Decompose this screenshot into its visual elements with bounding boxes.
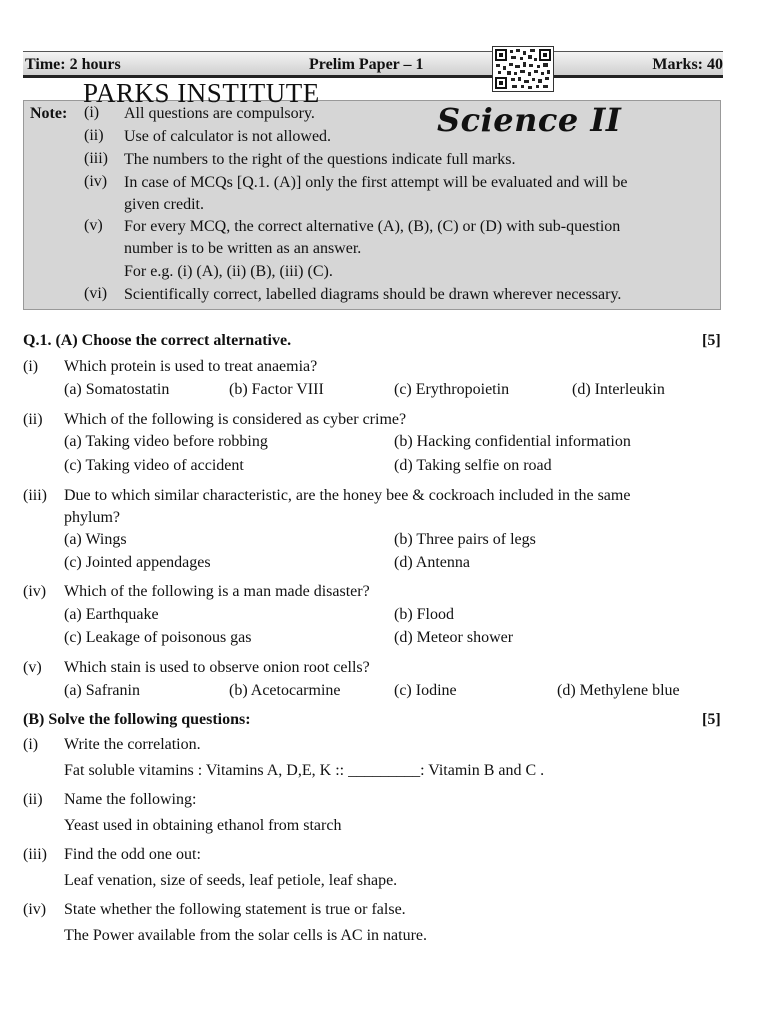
option: (b) Three pairs of legs	[394, 531, 536, 548]
question-num: (i)	[23, 358, 39, 375]
question-num: (i)	[23, 736, 39, 753]
note-text: For every MCQ, the correct alternative (A), (B), (C) or (D) with sub-question	[124, 218, 621, 235]
marks-label: Marks: 40	[652, 56, 723, 73]
note-num: (vi)	[84, 285, 108, 302]
question-num: (iv)	[23, 901, 47, 918]
time-label: Time: 2 hours	[25, 56, 121, 73]
question-num: (ii)	[23, 411, 43, 428]
note-text: The numbers to the right of the questions indicate full marks.	[124, 151, 516, 168]
section-a-heading: Q.1. (A) Choose the correct alternative.	[23, 332, 292, 349]
institute-name: PARKS INSTITUTE	[83, 78, 320, 108]
note-label: Note:	[30, 105, 68, 122]
section-a-marks: [5]	[702, 332, 721, 349]
option: (c) Jointed appendages	[64, 554, 211, 571]
option: (d) Taking selfie on road	[394, 457, 552, 474]
subject-title: Science II	[437, 101, 622, 139]
note-num: (v)	[84, 217, 103, 234]
question-num: (v)	[23, 659, 42, 676]
option: (d) Interleukin	[572, 381, 665, 398]
question-text-cont: phylum?	[64, 509, 120, 526]
note-text-cont: number is to be written as an answer.	[124, 240, 362, 257]
note-num: (i)	[84, 104, 100, 121]
question-text: Find the odd one out:	[64, 846, 201, 863]
note-text: Use of calculator is not allowed.	[124, 128, 332, 145]
question-num: (iii)	[23, 487, 47, 504]
note-text: All questions are compulsory.	[124, 105, 315, 122]
option: (d) Methylene blue	[557, 682, 680, 699]
option: (b) Hacking confidential information	[394, 433, 631, 450]
question-text: Which of the following is considered as cyber crime?	[64, 411, 407, 428]
paper-label: Prelim Paper – 1	[309, 56, 424, 73]
question-detail: The Power available from the solar cells is AC in nature.	[64, 927, 428, 944]
option: (a) Taking video before robbing	[64, 433, 268, 450]
section-b-heading: (B) Solve the following questions:	[23, 711, 251, 728]
note-num: (ii)	[84, 127, 104, 144]
option: (c) Erythropoietin	[394, 381, 510, 398]
note-text-cont: given credit.	[124, 196, 204, 213]
question-text: Write the correlation.	[64, 736, 201, 753]
option: (d) Meteor shower	[394, 629, 514, 646]
option: (a) Wings	[64, 531, 127, 548]
option: (b) Flood	[394, 606, 454, 623]
question-text: Which of the following is a man made disaster?	[64, 583, 370, 600]
question-text: Name the following:	[64, 791, 197, 808]
question-text: State whether the following statement is true or false.	[64, 901, 406, 918]
note-text: Scientifically correct, labelled diagrams should be drawn wherever necessary.	[124, 286, 622, 303]
option: (b) Factor VIII	[229, 381, 324, 398]
qr-code-icon	[492, 46, 554, 92]
question-num: (ii)	[23, 791, 43, 808]
option: (c) Leakage of poisonous gas	[64, 629, 252, 646]
option: (a) Somatostatin	[64, 381, 170, 398]
question-num: (iv)	[23, 583, 47, 600]
question-detail: Yeast used in obtaining ethanol from starch	[64, 817, 342, 834]
note-num: (iv)	[84, 173, 108, 190]
note-text-example: For e.g. (i) (A), (ii) (B), (iii) (C).	[124, 263, 333, 280]
option: (b) Acetocarmine	[229, 682, 341, 699]
option: (a) Earthquake	[64, 606, 159, 623]
question-text: Which stain is used to observe onion root cells?	[64, 659, 370, 676]
option: (c) Iodine	[394, 682, 457, 699]
question-text: Due to which similar characteristic, are the honey bee & cockroach included in the same	[64, 487, 631, 504]
header-bar	[23, 51, 723, 78]
question-detail: Leaf venation, size of seeds, leaf petiole, leaf shape.	[64, 872, 398, 889]
option: (a) Safranin	[64, 682, 140, 699]
note-text: In case of MCQs [Q.1. (A)] only the first attempt will be evaluated and will be	[124, 174, 628, 191]
note-num: (iii)	[84, 150, 108, 167]
question-text: Which protein is used to treat anaemia?	[64, 358, 318, 375]
question-num: (iii)	[23, 846, 47, 863]
option: (d) Antenna	[394, 554, 470, 571]
question-detail: Fat soluble vitamins : Vitamins A, D,E, K :: _________: Vitamin B and C .	[64, 762, 545, 779]
option: (c) Taking video of accident	[64, 457, 244, 474]
section-b-marks: [5]	[702, 711, 721, 728]
